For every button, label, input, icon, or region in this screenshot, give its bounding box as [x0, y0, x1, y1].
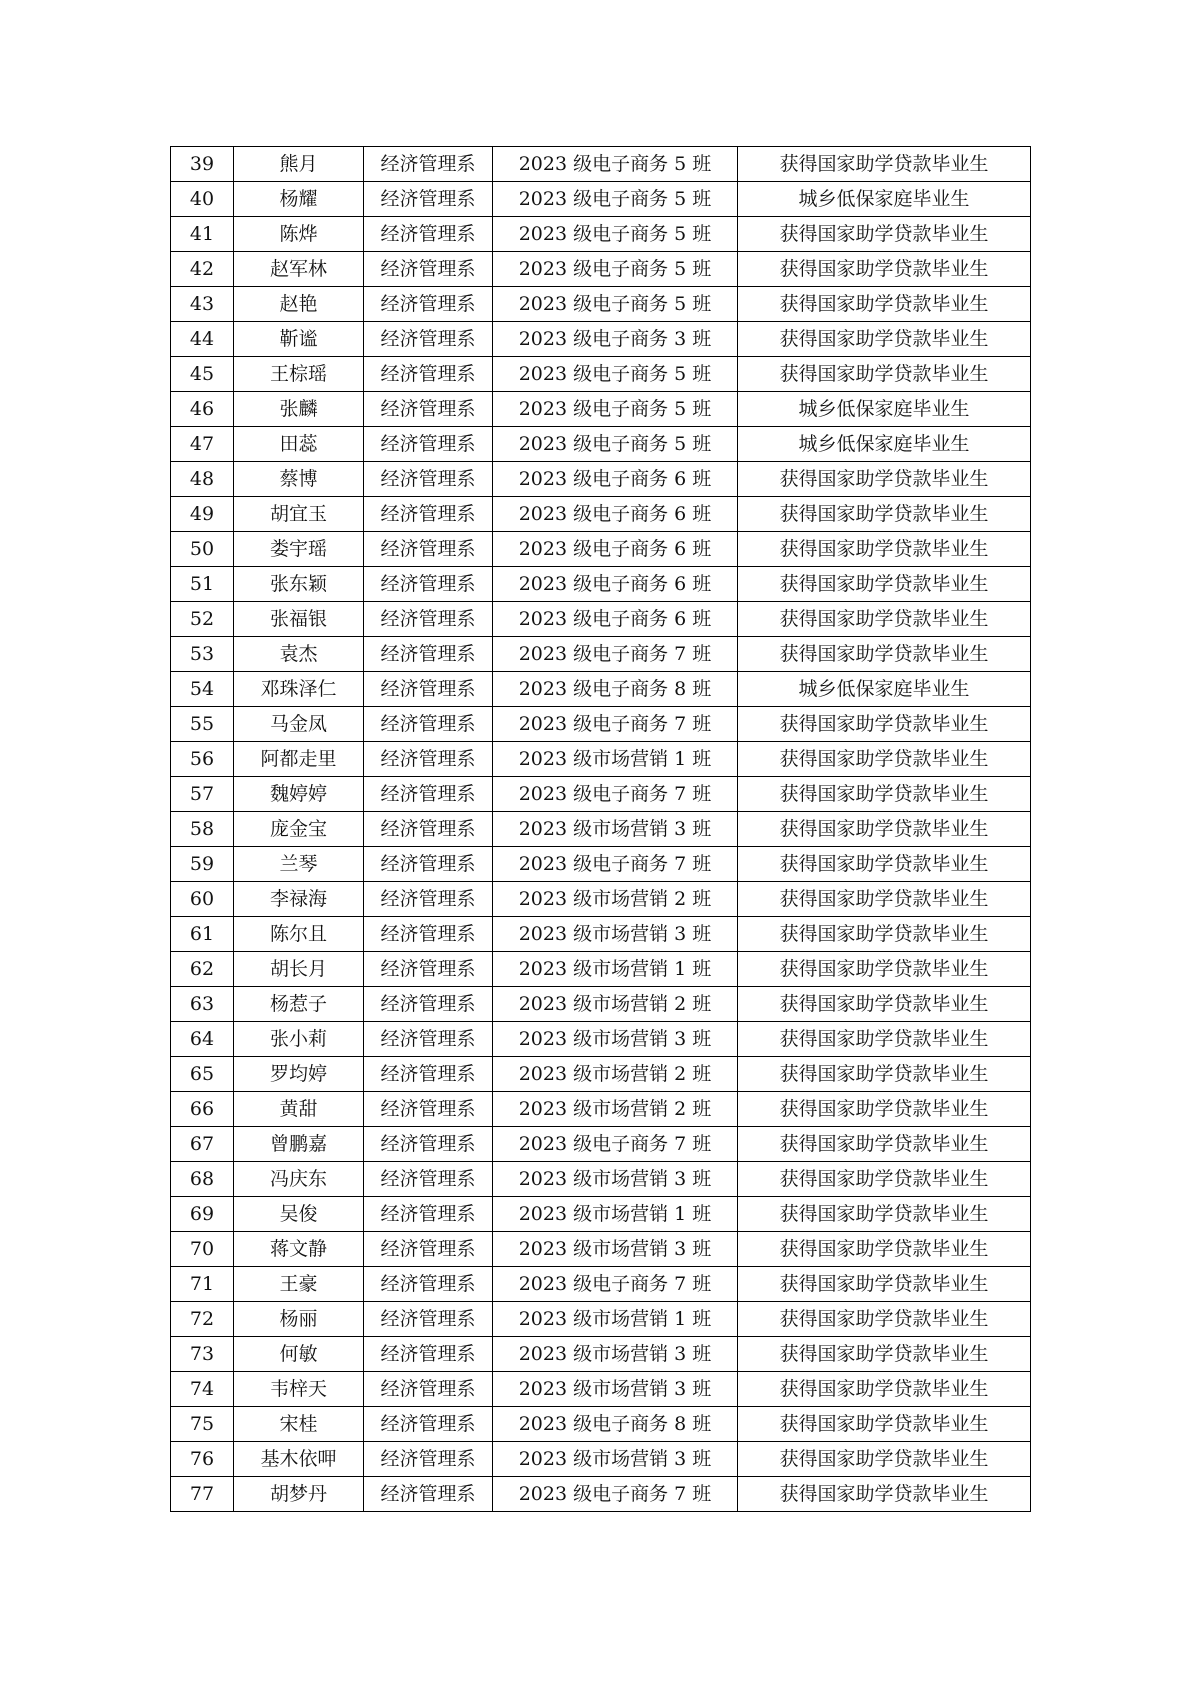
row-number-cell: 55 — [171, 707, 234, 742]
class-cell: 2023 级电子商务 5 班 — [493, 217, 738, 252]
roster-body — [171, 147, 1031, 1512]
student-name-cell: 邓珠泽仁 — [234, 672, 364, 707]
table-row — [171, 497, 1031, 532]
student-name-cell: 何敏 — [234, 1337, 364, 1372]
department-cell: 经济管理系 — [364, 882, 493, 917]
department-cell: 经济管理系 — [364, 847, 493, 882]
row-number-cell: 47 — [171, 427, 234, 462]
department-cell: 经济管理系 — [364, 1057, 493, 1092]
row-number-cell: 41 — [171, 217, 234, 252]
class-cell: 2023 级电子商务 7 班 — [493, 637, 738, 672]
department-cell: 经济管理系 — [364, 637, 493, 672]
aid-type-cell: 获得国家助学贷款毕业生 — [738, 1057, 1031, 1092]
class-cell: 2023 级电子商务 7 班 — [493, 847, 738, 882]
aid-type-cell: 获得国家助学贷款毕业生 — [738, 1162, 1031, 1197]
row-number-cell: 72 — [171, 1302, 234, 1337]
class-cell: 2023 级市场营销 3 班 — [493, 1232, 738, 1267]
student-name-cell: 陈烨 — [234, 217, 364, 252]
aid-type-cell: 获得国家助学贷款毕业生 — [738, 1267, 1031, 1302]
department-cell: 经济管理系 — [364, 147, 493, 182]
department-cell: 经济管理系 — [364, 987, 493, 1022]
row-number-cell: 66 — [171, 1092, 234, 1127]
aid-type-cell: 获得国家助学贷款毕业生 — [738, 1407, 1031, 1442]
table-row — [171, 1127, 1031, 1162]
aid-type-cell: 获得国家助学贷款毕业生 — [738, 917, 1031, 952]
row-number-cell: 46 — [171, 392, 234, 427]
department-cell: 经济管理系 — [364, 182, 493, 217]
department-cell: 经济管理系 — [364, 357, 493, 392]
student-name-cell: 杨耀 — [234, 182, 364, 217]
department-cell: 经济管理系 — [364, 462, 493, 497]
table-row — [171, 1372, 1031, 1407]
department-cell: 经济管理系 — [364, 1022, 493, 1057]
aid-type-cell: 获得国家助学贷款毕业生 — [738, 1477, 1031, 1512]
class-cell: 2023 级市场营销 2 班 — [493, 1057, 738, 1092]
class-cell: 2023 级市场营销 3 班 — [493, 1372, 738, 1407]
student-name-cell: 陈尔且 — [234, 917, 364, 952]
aid-type-cell: 城乡低保家庭毕业生 — [738, 182, 1031, 217]
student-name-cell: 蔡博 — [234, 462, 364, 497]
table-row — [171, 147, 1031, 182]
aid-type-cell: 获得国家助学贷款毕业生 — [738, 1372, 1031, 1407]
student-name-cell: 杨丽 — [234, 1302, 364, 1337]
row-number-cell: 62 — [171, 952, 234, 987]
department-cell: 经济管理系 — [364, 287, 493, 322]
class-cell: 2023 级市场营销 2 班 — [493, 882, 738, 917]
class-cell: 2023 级电子商务 5 班 — [493, 252, 738, 287]
class-cell: 2023 级市场营销 1 班 — [493, 952, 738, 987]
aid-type-cell: 获得国家助学贷款毕业生 — [738, 1442, 1031, 1477]
department-cell: 经济管理系 — [364, 427, 493, 462]
row-number-cell: 58 — [171, 812, 234, 847]
student-name-cell: 冯庆东 — [234, 1162, 364, 1197]
student-name-cell: 魏婷婷 — [234, 777, 364, 812]
table-row — [171, 847, 1031, 882]
row-number-cell: 45 — [171, 357, 234, 392]
aid-type-cell: 获得国家助学贷款毕业生 — [738, 602, 1031, 637]
department-cell: 经济管理系 — [364, 217, 493, 252]
department-cell: 经济管理系 — [364, 1407, 493, 1442]
aid-type-cell: 获得国家助学贷款毕业生 — [738, 952, 1031, 987]
row-number-cell: 75 — [171, 1407, 234, 1442]
class-cell: 2023 级市场营销 2 班 — [493, 1092, 738, 1127]
student-name-cell: 蒋文静 — [234, 1232, 364, 1267]
table-row — [171, 462, 1031, 497]
row-number-cell: 48 — [171, 462, 234, 497]
row-number-cell: 74 — [171, 1372, 234, 1407]
row-number-cell: 57 — [171, 777, 234, 812]
student-name-cell: 宋桂 — [234, 1407, 364, 1442]
row-number-cell: 60 — [171, 882, 234, 917]
student-name-cell: 罗均婷 — [234, 1057, 364, 1092]
row-number-cell: 71 — [171, 1267, 234, 1302]
row-number-cell: 49 — [171, 497, 234, 532]
class-cell: 2023 级市场营销 3 班 — [493, 917, 738, 952]
table-row — [171, 427, 1031, 462]
aid-type-cell: 获得国家助学贷款毕业生 — [738, 567, 1031, 602]
aid-type-cell: 获得国家助学贷款毕业生 — [738, 497, 1031, 532]
table-row — [171, 637, 1031, 672]
row-number-cell: 61 — [171, 917, 234, 952]
class-cell: 2023 级市场营销 3 班 — [493, 1442, 738, 1477]
table-row — [171, 987, 1031, 1022]
class-cell: 2023 级市场营销 3 班 — [493, 812, 738, 847]
row-number-cell: 68 — [171, 1162, 234, 1197]
class-cell: 2023 级电子商务 8 班 — [493, 672, 738, 707]
department-cell: 经济管理系 — [364, 777, 493, 812]
aid-type-cell: 获得国家助学贷款毕业生 — [738, 637, 1031, 672]
aid-type-cell: 获得国家助学贷款毕业生 — [738, 217, 1031, 252]
table-row — [171, 707, 1031, 742]
class-cell: 2023 级市场营销 2 班 — [493, 987, 738, 1022]
department-cell: 经济管理系 — [364, 497, 493, 532]
table-row — [171, 1407, 1031, 1442]
class-cell: 2023 级电子商务 6 班 — [493, 462, 738, 497]
department-cell: 经济管理系 — [364, 1162, 493, 1197]
row-number-cell: 67 — [171, 1127, 234, 1162]
department-cell: 经济管理系 — [364, 1372, 493, 1407]
department-cell: 经济管理系 — [364, 812, 493, 847]
table-row — [171, 532, 1031, 567]
aid-type-cell: 获得国家助学贷款毕业生 — [738, 1302, 1031, 1337]
aid-type-cell: 获得国家助学贷款毕业生 — [738, 357, 1031, 392]
class-cell: 2023 级电子商务 7 班 — [493, 707, 738, 742]
class-cell: 2023 级电子商务 5 班 — [493, 147, 738, 182]
table-row — [171, 672, 1031, 707]
row-number-cell: 44 — [171, 322, 234, 357]
class-cell: 2023 级市场营销 3 班 — [493, 1022, 738, 1057]
student-name-cell: 田蕊 — [234, 427, 364, 462]
student-name-cell: 韦梓天 — [234, 1372, 364, 1407]
student-name-cell: 赵军林 — [234, 252, 364, 287]
table-row — [171, 882, 1031, 917]
department-cell: 经济管理系 — [364, 672, 493, 707]
department-cell: 经济管理系 — [364, 602, 493, 637]
aid-type-cell: 获得国家助学贷款毕业生 — [738, 1337, 1031, 1372]
student-name-cell: 胡宜玉 — [234, 497, 364, 532]
table-row — [171, 602, 1031, 637]
student-name-cell: 马金凤 — [234, 707, 364, 742]
table-row — [171, 1092, 1031, 1127]
row-number-cell: 50 — [171, 532, 234, 567]
student-name-cell: 张小莉 — [234, 1022, 364, 1057]
student-name-cell: 曾鹏嘉 — [234, 1127, 364, 1162]
row-number-cell: 39 — [171, 147, 234, 182]
department-cell: 经济管理系 — [364, 1232, 493, 1267]
student-name-cell: 胡梦丹 — [234, 1477, 364, 1512]
aid-type-cell: 获得国家助学贷款毕业生 — [738, 847, 1031, 882]
table-row — [171, 952, 1031, 987]
department-cell: 经济管理系 — [364, 392, 493, 427]
aid-type-cell: 获得国家助学贷款毕业生 — [738, 742, 1031, 777]
aid-type-cell: 获得国家助学贷款毕业生 — [738, 462, 1031, 497]
row-number-cell: 65 — [171, 1057, 234, 1092]
class-cell: 2023 级电子商务 3 班 — [493, 322, 738, 357]
department-cell: 经济管理系 — [364, 1442, 493, 1477]
row-number-cell: 42 — [171, 252, 234, 287]
aid-type-cell: 获得国家助学贷款毕业生 — [738, 882, 1031, 917]
student-name-cell: 袁杰 — [234, 637, 364, 672]
department-cell: 经济管理系 — [364, 1092, 493, 1127]
student-name-cell: 张麟 — [234, 392, 364, 427]
department-cell: 经济管理系 — [364, 1127, 493, 1162]
class-cell: 2023 级电子商务 6 班 — [493, 532, 738, 567]
department-cell: 经济管理系 — [364, 707, 493, 742]
department-cell: 经济管理系 — [364, 322, 493, 357]
class-cell: 2023 级电子商务 7 班 — [493, 1267, 738, 1302]
row-number-cell: 51 — [171, 567, 234, 602]
table-row — [171, 567, 1031, 602]
row-number-cell: 40 — [171, 182, 234, 217]
class-cell: 2023 级市场营销 1 班 — [493, 1302, 738, 1337]
aid-type-cell: 获得国家助学贷款毕业生 — [738, 1127, 1031, 1162]
row-number-cell: 59 — [171, 847, 234, 882]
class-cell: 2023 级电子商务 5 班 — [493, 287, 738, 322]
row-number-cell: 76 — [171, 1442, 234, 1477]
student-name-cell: 兰琴 — [234, 847, 364, 882]
row-number-cell: 56 — [171, 742, 234, 777]
student-name-cell: 张东颖 — [234, 567, 364, 602]
aid-type-cell: 获得国家助学贷款毕业生 — [738, 812, 1031, 847]
row-number-cell: 52 — [171, 602, 234, 637]
department-cell: 经济管理系 — [364, 1267, 493, 1302]
table-row — [171, 1232, 1031, 1267]
student-name-cell: 吴俊 — [234, 1197, 364, 1232]
aid-type-cell: 获得国家助学贷款毕业生 — [738, 1232, 1031, 1267]
row-number-cell: 70 — [171, 1232, 234, 1267]
table-row — [171, 1442, 1031, 1477]
table-row — [171, 217, 1031, 252]
row-number-cell: 77 — [171, 1477, 234, 1512]
class-cell: 2023 级市场营销 3 班 — [493, 1337, 738, 1372]
table-row — [171, 1162, 1031, 1197]
table-row — [171, 1302, 1031, 1337]
class-cell: 2023 级电子商务 7 班 — [493, 1127, 738, 1162]
aid-type-cell: 获得国家助学贷款毕业生 — [738, 1092, 1031, 1127]
table-row — [171, 252, 1031, 287]
table-row — [171, 812, 1031, 847]
student-name-cell: 庞金宝 — [234, 812, 364, 847]
table-row — [171, 1477, 1031, 1512]
table-row — [171, 182, 1031, 217]
department-cell: 经济管理系 — [364, 1337, 493, 1372]
table-row — [171, 287, 1031, 322]
class-cell: 2023 级市场营销 3 班 — [493, 1162, 738, 1197]
table-row — [171, 392, 1031, 427]
student-name-cell: 熊月 — [234, 147, 364, 182]
table-row — [171, 1267, 1031, 1302]
aid-type-cell: 获得国家助学贷款毕业生 — [738, 707, 1031, 742]
student-name-cell: 王棕瑶 — [234, 357, 364, 392]
class-cell: 2023 级电子商务 5 班 — [493, 427, 738, 462]
row-number-cell: 54 — [171, 672, 234, 707]
class-cell: 2023 级电子商务 8 班 — [493, 1407, 738, 1442]
student-name-cell: 靳谧 — [234, 322, 364, 357]
aid-type-cell: 城乡低保家庭毕业生 — [738, 427, 1031, 462]
class-cell: 2023 级电子商务 7 班 — [493, 777, 738, 812]
student-name-cell: 娄宇瑶 — [234, 532, 364, 567]
class-cell: 2023 级电子商务 5 班 — [493, 392, 738, 427]
row-number-cell: 64 — [171, 1022, 234, 1057]
class-cell: 2023 级电子商务 7 班 — [493, 1477, 738, 1512]
aid-type-cell: 获得国家助学贷款毕业生 — [738, 777, 1031, 812]
class-cell: 2023 级市场营销 1 班 — [493, 1197, 738, 1232]
department-cell: 经济管理系 — [364, 532, 493, 567]
aid-type-cell: 获得国家助学贷款毕业生 — [738, 1197, 1031, 1232]
class-cell: 2023 级电子商务 5 班 — [493, 357, 738, 392]
table-row — [171, 1022, 1031, 1057]
table-row — [171, 1057, 1031, 1092]
student-name-cell: 张福银 — [234, 602, 364, 637]
table-row — [171, 322, 1031, 357]
table-row — [171, 742, 1031, 777]
class-cell: 2023 级电子商务 6 班 — [493, 497, 738, 532]
row-number-cell: 53 — [171, 637, 234, 672]
row-number-cell: 69 — [171, 1197, 234, 1232]
class-cell: 2023 级市场营销 1 班 — [493, 742, 738, 777]
table-row — [171, 1197, 1031, 1232]
row-number-cell: 43 — [171, 287, 234, 322]
table-row — [171, 357, 1031, 392]
department-cell: 经济管理系 — [364, 952, 493, 987]
student-name-cell: 黄甜 — [234, 1092, 364, 1127]
student-name-cell: 胡长月 — [234, 952, 364, 987]
aid-type-cell: 城乡低保家庭毕业生 — [738, 392, 1031, 427]
student-name-cell: 王豪 — [234, 1267, 364, 1302]
department-cell: 经济管理系 — [364, 1197, 493, 1232]
student-name-cell: 李禄海 — [234, 882, 364, 917]
aid-type-cell: 获得国家助学贷款毕业生 — [738, 532, 1031, 567]
department-cell: 经济管理系 — [364, 1477, 493, 1512]
student-name-cell: 阿都走里 — [234, 742, 364, 777]
department-cell: 经济管理系 — [364, 1302, 493, 1337]
aid-type-cell: 获得国家助学贷款毕业生 — [738, 147, 1031, 182]
aid-type-cell: 获得国家助学贷款毕业生 — [738, 252, 1031, 287]
department-cell: 经济管理系 — [364, 252, 493, 287]
department-cell: 经济管理系 — [364, 742, 493, 777]
graduate-roster-table — [170, 146, 1031, 1512]
aid-type-cell: 获得国家助学贷款毕业生 — [738, 322, 1031, 357]
aid-type-cell: 获得国家助学贷款毕业生 — [738, 1022, 1031, 1057]
class-cell: 2023 级电子商务 6 班 — [493, 602, 738, 637]
student-name-cell: 赵艳 — [234, 287, 364, 322]
department-cell: 经济管理系 — [364, 567, 493, 602]
student-name-cell: 杨惹子 — [234, 987, 364, 1022]
aid-type-cell: 城乡低保家庭毕业生 — [738, 672, 1031, 707]
class-cell: 2023 级电子商务 5 班 — [493, 182, 738, 217]
department-cell: 经济管理系 — [364, 917, 493, 952]
row-number-cell: 63 — [171, 987, 234, 1022]
table-row — [171, 777, 1031, 812]
aid-type-cell: 获得国家助学贷款毕业生 — [738, 987, 1031, 1022]
table-row — [171, 1337, 1031, 1372]
aid-type-cell: 获得国家助学贷款毕业生 — [738, 287, 1031, 322]
table-row — [171, 917, 1031, 952]
student-name-cell: 基木依呷 — [234, 1442, 364, 1477]
row-number-cell: 73 — [171, 1337, 234, 1372]
class-cell: 2023 级电子商务 6 班 — [493, 567, 738, 602]
